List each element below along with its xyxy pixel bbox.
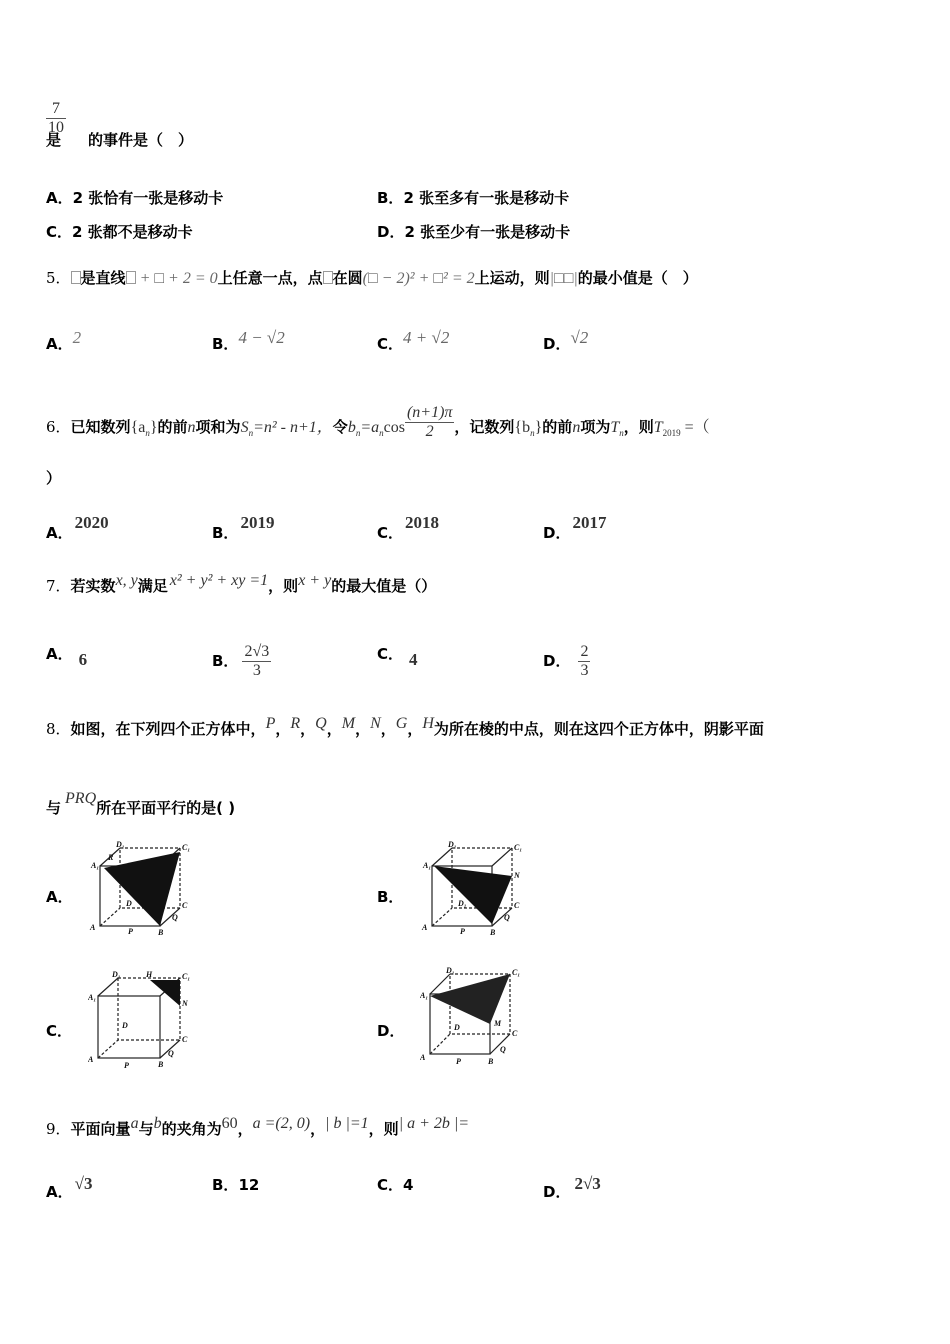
- q7-option-b[interactable]: B． $\frac{2√3}{3}$: [212, 643, 270, 679]
- q4-fraction: $\frac{7}{10}$: [48, 100, 64, 136]
- q4-option-a[interactable]: A．2 张恰有一张是移动卡: [46, 189, 224, 207]
- q6-option-b[interactable]: B．2019: [212, 513, 275, 542]
- q7-stem: 7．若实数x, y满足 x² + y² + xy =1，则x + y的最大值是（）: [46, 572, 437, 595]
- svg-text:C: C: [514, 901, 520, 910]
- q7-option-a[interactable]: A． 6: [46, 645, 88, 669]
- cube-figure-b: [420, 838, 530, 936]
- svg-text:B: B: [158, 928, 164, 936]
- svg-text:A₁: A₁: [91, 861, 100, 870]
- q6-fraction: $\frac{(n+1)\pi}{2}$: [406, 404, 453, 440]
- q5-stem: 5． 是直线 + □ + 2 = 0上任意一点，点 在圆(□ − 2)² + □² = 2上运动，则|□□|的最小值是（ ）: [46, 269, 698, 287]
- svg-text:Q: Q: [504, 913, 510, 922]
- svg-text:P: P: [128, 927, 133, 936]
- q6-option-d[interactable]: D．2017: [543, 513, 607, 542]
- svg-text:A₁: A₁: [88, 993, 97, 1002]
- q8-stem: 8．如图，在下列四个正方体中，P，R，Q，M，N，G，H为所在棱的中点，则在这四个正方体中，阴影平面: [46, 715, 764, 738]
- svg-text:D₁: D₁: [458, 899, 467, 908]
- svg-text:N: N: [514, 871, 520, 880]
- svg-text:C₁: C₁: [182, 972, 191, 981]
- q8-stem-line2: 与PRQ所在平面平行的是( ): [46, 790, 236, 817]
- svg-text:Q: Q: [172, 913, 178, 922]
- svg-text:Q: Q: [168, 1049, 174, 1058]
- q9-option-c[interactable]: C．4: [377, 1176, 414, 1194]
- q9-option-a[interactable]: A． √3: [46, 1174, 93, 1201]
- q4-option-d[interactable]: D．2 张至少有一张是移动卡: [377, 223, 571, 241]
- svg-text:A₁: A₁: [420, 991, 429, 1000]
- q6-stem-close: ）: [46, 469, 62, 487]
- q7-option-d[interactable]: D． $\frac{2}{3}$: [543, 643, 589, 679]
- cube-figure-d: [420, 966, 530, 1066]
- svg-text:C₁: C₁: [182, 843, 191, 852]
- svg-text:C: C: [182, 901, 188, 910]
- svg-text:D: D: [122, 1021, 128, 1030]
- svg-text:A: A: [422, 923, 428, 932]
- svg-text:C₁: C₁: [514, 843, 523, 852]
- q5-option-c[interactable]: C．4 + √2: [377, 328, 450, 353]
- svg-text:P: P: [456, 1057, 461, 1066]
- svg-text:D₁: D₁: [448, 840, 457, 849]
- q6-stem: 6．已知数列$\{a_n\}$的前n项和为$S_n=n^2 - n+1$，令$b_n=a_n\cos$ $\frac{(n+1)\pi}{2}$ ，记数列$\{b_n\}$的前n项为$T_n$，则$T_{2019}$ =（: [46, 404, 710, 440]
- q9-stem: 9．平面向量a与b的夹角为60，a =(2, 0)，| b |=1，则| a + 2b |=: [46, 1115, 470, 1138]
- svg-text:A₁: A₁: [423, 861, 432, 870]
- svg-text:D₁: D₁: [112, 970, 121, 979]
- q4-stem-suffix: 的事件是（ ）: [88, 131, 194, 149]
- q5-option-d[interactable]: D．√2: [543, 328, 589, 353]
- svg-text:R: R: [108, 853, 114, 862]
- q8-option-b[interactable]: B．: [377, 888, 404, 906]
- cube-figure-c: [88, 970, 198, 1068]
- svg-text:Q: Q: [500, 1045, 506, 1054]
- q8-option-c[interactable]: C．: [46, 1022, 73, 1040]
- svg-text:B: B: [490, 928, 496, 936]
- q8-option-d[interactable]: D．: [377, 1022, 405, 1040]
- svg-text:A: A: [420, 1053, 426, 1062]
- svg-text:B: B: [488, 1057, 494, 1066]
- svg-text:C₁: C₁: [512, 968, 521, 977]
- svg-text:D₁: D₁: [446, 966, 455, 975]
- q4-stem-prefix: 是: [46, 131, 62, 149]
- svg-text:D: D: [454, 1023, 460, 1032]
- q6-option-a[interactable]: A．2020: [46, 513, 109, 542]
- svg-text:P: P: [124, 1061, 129, 1068]
- q9-option-b[interactable]: B．12: [212, 1176, 260, 1194]
- q4-option-c[interactable]: C．2 张都不是移动卡: [46, 223, 193, 241]
- svg-text:M: M: [494, 1019, 502, 1028]
- q7-option-c[interactable]: C． 4: [377, 645, 418, 669]
- svg-text:C: C: [182, 1035, 188, 1044]
- svg-text:D₁: D₁: [116, 840, 125, 849]
- svg-text:D: D: [126, 899, 132, 908]
- q8-option-a[interactable]: A．: [46, 888, 73, 906]
- q5-option-b[interactable]: B．4 − √2: [212, 328, 285, 353]
- q5-placeholder-box: [71, 271, 81, 284]
- svg-text:C: C: [512, 1029, 518, 1038]
- svg-text:A: A: [88, 1055, 94, 1064]
- q4-option-b[interactable]: B．2 张至多有一张是移动卡: [377, 189, 570, 207]
- q5-option-a[interactable]: A．2: [46, 328, 82, 353]
- cube-figure-a: [88, 838, 198, 936]
- svg-text:A: A: [90, 923, 96, 932]
- svg-text:N: N: [182, 999, 188, 1008]
- q6-option-c[interactable]: C．2018: [377, 513, 440, 542]
- svg-text:P: P: [460, 927, 465, 936]
- svg-text:B: B: [158, 1060, 164, 1068]
- q9-option-d[interactable]: D． 2√3: [543, 1174, 601, 1201]
- svg-text:H: H: [146, 970, 153, 979]
